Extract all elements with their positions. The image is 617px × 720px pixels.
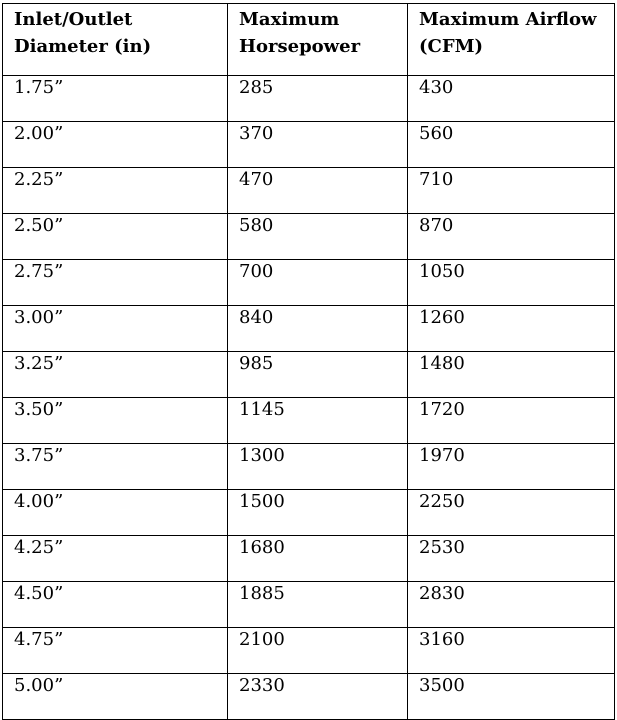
cell-horsepower: 1300 [228,444,408,490]
cell-diameter: 3.00” [3,306,228,352]
cell-airflow: 1970 [408,444,615,490]
cell-airflow: 3500 [408,674,615,720]
cell-airflow: 430 [408,76,615,122]
cell-horsepower: 1500 [228,490,408,536]
cell-horsepower: 470 [228,168,408,214]
cell-diameter: 2.00” [3,122,228,168]
table-row [3,582,615,628]
table-row [3,536,615,582]
cell-diameter: 4.25” [3,536,228,582]
column-header-airflow [408,4,615,76]
column-header-line: Inlet/Outlet [14,9,133,30]
cell-airflow: 2530 [408,536,615,582]
column-header-line: Horsepower [239,36,361,57]
cell-horsepower: 700 [228,260,408,306]
table-row [3,122,615,168]
cell-diameter: 4.00” [3,490,228,536]
cell-diameter: 2.75” [3,260,228,306]
cell-diameter: 4.50” [3,582,228,628]
cell-diameter: 2.25” [3,168,228,214]
table-header [3,4,615,76]
table-row [3,352,615,398]
table-row [3,674,615,720]
table-row [3,398,615,444]
cell-airflow: 1260 [408,306,615,352]
cell-airflow: 710 [408,168,615,214]
column-header-line: Maximum [239,9,340,30]
cell-horsepower: 2330 [228,674,408,720]
table-row [3,490,615,536]
cell-diameter: 1.75” [3,76,228,122]
column-header-line: Maximum Airflow [419,9,597,30]
table-row [3,306,615,352]
table-row [3,260,615,306]
cell-diameter: 3.75” [3,444,228,490]
cell-horsepower: 580 [228,214,408,260]
cell-airflow: 560 [408,122,615,168]
header-row [3,4,615,76]
cell-diameter: 4.75” [3,628,228,674]
cell-horsepower: 985 [228,352,408,398]
cell-diameter: 2.50” [3,214,228,260]
column-header-line: Diameter (in) [14,36,152,57]
table-row [3,444,615,490]
cell-airflow: 870 [408,214,615,260]
cell-diameter: 3.25” [3,352,228,398]
cell-airflow: 2830 [408,582,615,628]
spec-table [2,3,615,720]
table-row [3,76,615,122]
cell-horsepower: 2100 [228,628,408,674]
cell-airflow: 1720 [408,398,615,444]
cell-horsepower: 1885 [228,582,408,628]
cell-horsepower: 840 [228,306,408,352]
cell-diameter: 5.00” [3,674,228,720]
table-body [3,76,615,720]
cell-horsepower: 285 [228,76,408,122]
cell-airflow: 2250 [408,490,615,536]
cell-airflow: 1480 [408,352,615,398]
column-header-line: (CFM) [419,36,484,57]
cell-airflow: 1050 [408,260,615,306]
cell-diameter: 3.50” [3,398,228,444]
cell-horsepower: 1145 [228,398,408,444]
column-header-horsepower [228,4,408,76]
table-row [3,214,615,260]
table-row [3,628,615,674]
column-header-diameter [3,4,228,76]
cell-airflow: 3160 [408,628,615,674]
cell-horsepower: 370 [228,122,408,168]
table-row [3,168,615,214]
cell-horsepower: 1680 [228,536,408,582]
